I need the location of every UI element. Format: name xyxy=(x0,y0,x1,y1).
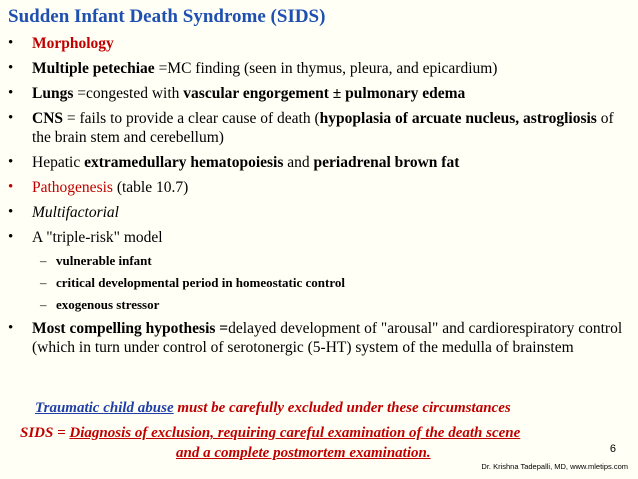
bullet-icon: • xyxy=(8,154,14,170)
sub-item-vulnerable-infant xyxy=(8,253,628,269)
dash-icon: – xyxy=(40,275,47,290)
page-number: 6 xyxy=(609,443,616,455)
bullet-triple-risk xyxy=(8,228,628,247)
cns-text: = fails to provide a clear cause of death ( xyxy=(63,110,320,127)
bullet-icon: • xyxy=(8,35,14,51)
bullet-cns xyxy=(8,109,628,147)
lungs-text: =congested with xyxy=(73,85,184,102)
bullet-icon: • xyxy=(8,320,14,336)
sub-item-text: exogenous stressor xyxy=(56,297,160,312)
bullet-morphology xyxy=(8,34,628,53)
cns-finding: hypoplasia of arcuate nucleus, astrogliosis xyxy=(319,110,597,127)
petechiae-term: Multiple petechiae xyxy=(32,60,155,77)
multifactorial-text: Multifactorial xyxy=(32,204,119,221)
hepatic-finding: extramedullary hematopoiesis xyxy=(84,154,284,171)
cns-term: CNS xyxy=(32,110,64,127)
bullet-list xyxy=(8,34,628,357)
bullet-hepatic xyxy=(8,153,628,172)
bullet-hypothesis xyxy=(8,319,628,357)
petechiae-text: =MC finding (seen in thymus, pleura, and epicardium) xyxy=(154,60,498,77)
bullet-icon: • xyxy=(8,85,14,101)
brown-fat-finding: periadrenal brown fat xyxy=(313,154,460,171)
bullet-icon: • xyxy=(8,110,14,126)
hepatic-and: and xyxy=(283,154,314,171)
pathogenesis-ref: (table 10.7) xyxy=(112,179,189,196)
bullet-lungs xyxy=(8,84,628,103)
sids-callout-line1 xyxy=(20,425,520,442)
bullet-icon: • xyxy=(8,179,14,195)
pathogenesis-heading: Pathogenesis xyxy=(32,179,113,196)
bullet-icon: • xyxy=(8,229,14,245)
bullet-multifactorial xyxy=(8,203,628,222)
sids-callout-text: Diagnosis of exclusion, requiring careful examination of the death scene xyxy=(69,425,521,441)
morphology-heading: Morphology xyxy=(32,35,114,52)
sub-item-exogenous-stressor xyxy=(8,297,628,313)
cns-text-end: of the brain stem and cerebellum) xyxy=(32,110,614,146)
lungs-term: Lungs xyxy=(32,85,74,102)
slide-title: Sudden Infant Death Syndrome (SIDS) xyxy=(8,6,326,27)
abuse-callout xyxy=(35,400,511,417)
abuse-callout-term: Traumatic child abuse xyxy=(35,400,174,416)
sids-callout-label: SIDS = xyxy=(20,425,70,441)
hypothesis-heading: Most compelling hypothesis = xyxy=(32,320,229,337)
sub-item-critical-period xyxy=(8,275,628,291)
footer-credit: Dr. Krishna Tadepalli, MD, www.mletips.com xyxy=(481,462,628,471)
bullet-icon: • xyxy=(8,204,14,220)
triple-risk-text: A "triple-risk" model xyxy=(32,229,163,246)
lungs-finding: vascular engorgement ± pulmonary edema xyxy=(183,85,466,102)
bullet-pathogenesis xyxy=(8,178,628,197)
dash-icon: – xyxy=(40,253,47,268)
abuse-callout-text: must be carefully excluded under these circumstances xyxy=(173,400,511,416)
hypothesis-text: delayed development of "arousal" and cardiorespiratory control (which in turn under control of serotonergic (5-HT) system of the medulla of brainstem xyxy=(32,320,623,356)
sids-callout-line2: and a complete postmortem examination. xyxy=(176,445,431,461)
bullet-petechiae xyxy=(8,59,628,78)
bullet-icon: • xyxy=(8,60,14,76)
sub-item-text: critical developmental period in homeostatic control xyxy=(56,275,345,290)
sub-item-text: vulnerable infant xyxy=(56,253,152,268)
dash-icon: – xyxy=(40,297,47,312)
hepatic-text: Hepatic xyxy=(32,154,85,171)
